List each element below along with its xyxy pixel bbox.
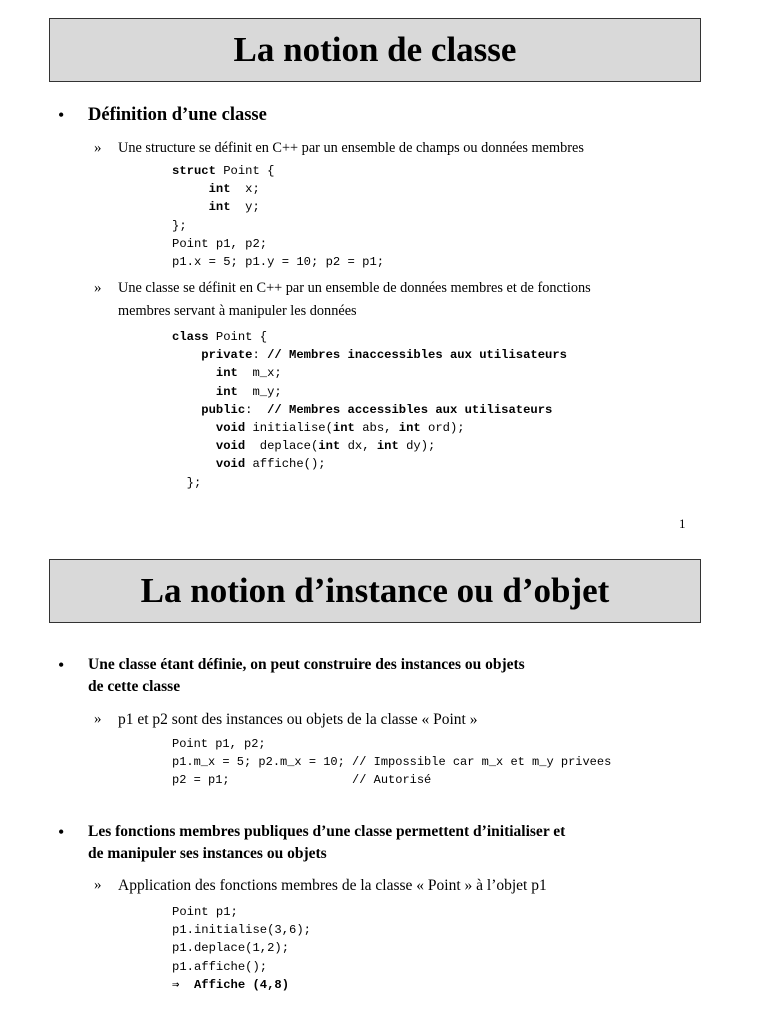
slide2-sub2 [94,874,547,897]
slide2-code-methods [172,903,311,994]
code-text: : [245,402,268,417]
code-line [172,328,567,346]
slide2-bullet1-line2: de cette classe [88,678,181,695]
slide2-sub1-text: p1 et p2 sont des instances ou objets de la classe « Point » [118,711,478,728]
code-line [172,976,311,994]
code-text [172,366,216,380]
code-text: }; [172,475,202,490]
code-text [172,457,216,471]
code-line [172,771,611,789]
code-keyword: int [215,366,238,381]
code-text: dy); [398,439,436,454]
code-line [172,437,567,455]
code-text: abs, [354,421,399,436]
code-line [172,903,311,921]
slide2-bullet2-line2: de manipuler ses instances ou objets [88,845,327,862]
code-text: p1.initialise(3,6); [172,923,311,938]
code-keyword: struct [172,164,216,178]
slide1-code-class [172,328,567,492]
slide2-bullet2 [58,821,565,865]
code-text: p1.affiche(); [172,959,268,974]
code-line [172,162,384,180]
code-keyword: void [215,439,246,454]
code-line [172,735,611,753]
page-number: 1 [679,516,686,531]
code-line [172,235,384,253]
code-keyword: int [208,200,231,215]
slide1-sub1 [94,137,584,160]
code-line [172,364,567,382]
code-line [172,346,567,364]
code-text: p1.deplace(1,2); [172,941,290,956]
code-line [172,253,384,271]
slide1-bullet [58,104,267,126]
bullet-icon: • [58,105,65,125]
slide1-title: La notion de classe [49,18,701,82]
sub-bullet-icon: » [94,140,102,156]
bullet-icon: • [58,822,65,842]
code-text: m_y; [237,384,282,399]
slide2-sub1 [94,708,477,731]
code-text [172,200,209,214]
code-line [172,474,567,492]
code-text: Point { [215,164,275,178]
slide2-bullet1 [58,654,525,698]
code-text: Point p1, p2; [172,737,266,751]
code-text: Point { [208,330,268,344]
code-text: m_x; [237,366,282,381]
code-line [172,383,567,401]
sub-bullet-icon: » [94,711,102,727]
code-line [172,401,567,419]
code-keyword: ⇒ Affiche (4,8) [172,977,290,992]
slide1-sub2-line2: membres servant à manipuler les données [118,303,357,319]
slide1-code-struct [172,162,384,271]
code-line [172,180,384,198]
slide1-sub2-line1: Une classe se définit en C++ par un ensemble de données membres et de fonctions [118,280,591,296]
slide2-sub2-text: Application des fonctions membres de la classe « Point » à l’objet p1 [118,877,547,894]
code-text: ord); [420,421,465,436]
code-text [172,348,201,362]
code-text: y; [230,200,260,215]
code-text: affiche(); [245,457,326,472]
code-keyword: public [201,402,246,417]
code-keyword: int [332,421,355,436]
code-keyword: void [215,457,246,472]
code-keyword: class [172,330,209,344]
code-text [172,385,216,399]
code-keyword: int [208,182,231,197]
code-keyword: int [376,439,399,454]
code-keyword: // Membres inaccessibles aux utilisateurs [267,348,567,363]
code-line [172,753,611,771]
code-text: : [252,348,268,363]
slide2-bullet2-line1: Les fonctions membres publiques d’une classe permettent d’initialiser et [88,823,566,840]
code-text: Point p1; [172,905,238,919]
code-text: x; [230,182,260,197]
code-text: deplace( [245,439,319,454]
slide1-sub1-text: Une structure se définit en C++ par un ensemble de champs ou données membres [118,140,584,156]
slide2-bullet1-line1: Une classe étant définie, on peut construire des instances ou objets [88,656,525,673]
code-text: initialise( [245,421,333,436]
code-line [172,921,311,939]
slide2-title: La notion d’instance ou d’objet [49,559,701,623]
code-text [172,421,216,435]
code-text [172,182,209,196]
code-keyword: // Membres accessibles aux utilisateurs [267,402,553,417]
slide1-bullet-text: Définition d’une classe [88,105,267,125]
code-keyword: private [201,348,253,363]
code-text: dx, [340,439,377,454]
slide2-code-instances [172,735,611,790]
code-line [172,198,384,216]
code-text: }; [172,218,187,233]
code-line [172,958,311,976]
code-keyword: int [398,421,421,436]
code-text: Point p1, p2; [172,236,268,251]
code-keyword: void [215,421,246,436]
code-text [172,439,216,453]
code-line [172,455,567,473]
sub-bullet-icon: » [94,280,102,296]
code-line [172,217,384,235]
code-keyword: int [318,439,341,454]
code-text: p1.m_x = 5; p2.m_x = 10; // Impossible car m_x et m_y privees [172,755,612,770]
code-text: p2 = p1; // Autorisé [172,773,432,788]
sub-bullet-icon: » [94,877,102,893]
bullet-icon: • [58,655,65,675]
code-text [172,403,201,417]
code-line [172,419,567,437]
code-line [172,939,311,957]
code-text: p1.x = 5; p1.y = 10; p2 = p1; [172,255,385,270]
slide1-sub2 [94,277,591,323]
code-keyword: int [215,384,238,399]
